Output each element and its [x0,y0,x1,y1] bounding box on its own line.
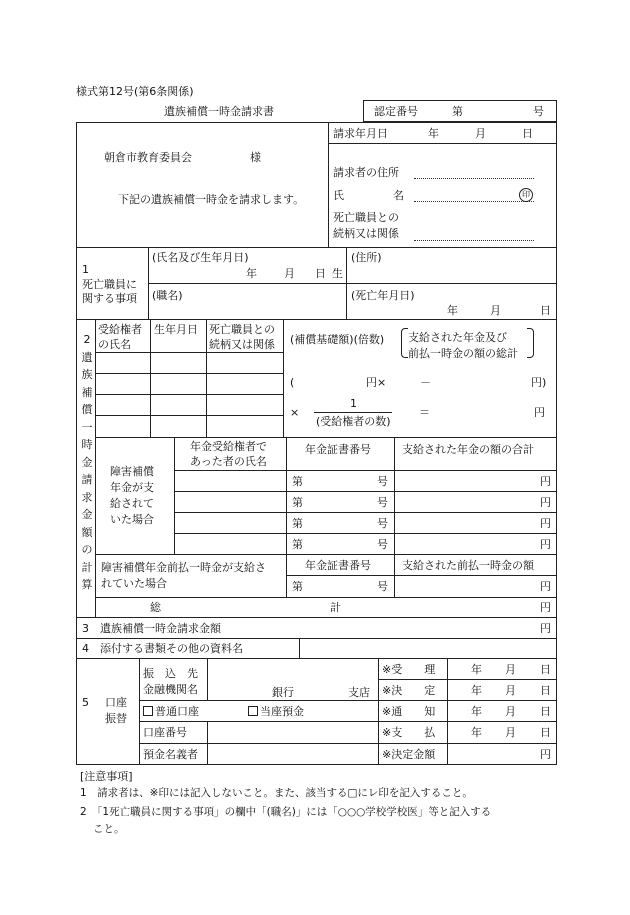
r-kettei: ※決 定 [382,684,436,697]
sec1-death-date: (死亡年月日) [351,289,415,302]
lump-cert-no-header: 年金証書番号 [305,559,371,572]
sec3-label: 3 遺族補償一時金請求金額 [82,622,221,635]
r-amount: ※決定金額 [382,748,436,761]
sec1-month: 月 [284,267,295,280]
request-text: 下記の遺族補償一時金を請求します。 [118,193,305,206]
sec1-job: (職名) [152,289,183,302]
equals: ＝ [419,406,430,419]
notes-heading: [注意事項] [80,770,133,783]
juri-day: 日 [540,663,551,676]
yen-times: 円× [366,376,387,389]
toza-label: 当座預金 [260,705,304,718]
req-year: 年 [428,127,439,140]
req-day: 日 [522,127,533,140]
tsuchi-month: 月 [505,705,516,718]
paren-open: ( [290,376,295,389]
row3-yen: 円 [540,517,551,530]
pension-receiver-1: 年金受給権者で [190,440,267,453]
bank-label-1: 振 込 先 [143,667,198,680]
tsuchi-year: 年 [471,705,482,718]
sec1-label-2: 関する事項 [82,292,137,305]
toza-checkbox-box[interactable] [248,706,258,716]
bank-label-2: 金融機関名 [143,683,198,696]
sec5-number: 5 [82,696,89,709]
total-kei: 計 [330,601,341,614]
lump-label-2: れていた場合 [101,577,167,590]
sec1-label-1: 死亡職員に [82,278,137,291]
row2-dai: 第 [292,496,303,509]
sec2-vertical-label: 2遺族補償一時金請求金額の計算 [81,333,93,591]
address-label: 請求者の住所 [333,166,399,179]
sec1-number: 1 [82,263,89,276]
col-relation-2: 続柄又は関係 [209,338,275,351]
name-label-2: 名 [393,189,404,202]
juri-year: 年 [471,663,482,676]
kettei-year: 年 [471,684,482,697]
kettei-month: 月 [505,684,516,697]
disab-label-2: 年金が支 [110,481,154,494]
addressee: 朝倉市教育委員会 [104,151,192,164]
r-tsuchi: ※通 知 [382,705,436,718]
req-month: 月 [475,127,486,140]
sec4-label: 4 添付する書類その他の資料名 [82,642,243,655]
cert-dai: 第 [452,105,463,118]
row1-go: 号 [377,475,388,488]
formula-total-2: 前払一時金の額の総計 [408,347,518,360]
lump-yen: 円 [540,580,551,593]
pension-total-header: 支給された年金の額の合計 [402,443,534,456]
r-shiharai: ※支 払 [382,726,436,739]
row3-go: 号 [377,517,388,530]
seal-icon: 印 [519,188,533,202]
bank-shiten: 支店 [348,686,370,699]
sec1-day: 日 [315,267,326,280]
cert-label: 認定番号 [374,105,418,118]
lump-dai: 第 [292,580,303,593]
form-number: 様式第12号(第6条関係) [76,85,194,98]
r-juri: ※受 理 [382,663,436,676]
sec1-sei: 生 [332,267,343,280]
note-1: 1 請求者は、※印には記入しないこと。また、該当する□にレ印を記入すること。 [80,787,473,799]
sec1-death-day: 日 [540,304,551,317]
bracket-right [527,328,534,358]
toza-checkbox[interactable] [248,706,304,717]
row4-dai: 第 [292,538,303,551]
kettei-day: 日 [540,684,551,697]
row3-dai: 第 [292,517,303,530]
col-relation-1: 死亡職員との [209,323,275,336]
lump-go: 号 [377,580,388,593]
addressee-sama: 様 [250,151,261,164]
row4-go: 号 [377,538,388,551]
request-date-label: 請求年月日 [333,127,388,140]
formula-yen: 円 [534,406,545,419]
num-receivers: (受給権者の数) [316,415,391,428]
row1-yen: 円 [540,475,551,488]
sec3-yen: 円 [540,622,551,635]
row1-dai: 第 [292,475,303,488]
amount-yen: 円 [540,748,551,761]
shiharai-day: 日 [540,726,551,739]
sec1-death-year: 年 [447,304,458,317]
bank-ginko: 銀行 [272,686,294,699]
lump-label-1: 障害補償年金前払一時金が支給さ [101,561,266,574]
col-receiver-1: 受給権者 [98,323,142,336]
sec1-death-month: 月 [490,304,501,317]
minus: － [420,376,431,389]
note-2b: こと。 [93,823,125,835]
yen-close: 円) [531,376,547,389]
cert-go: 号 [533,105,544,118]
sec5-label-1: 口座 [105,696,127,709]
pension-receiver-2: あった者の氏名 [190,455,267,468]
acct-no-label: 口座番号 [143,726,187,739]
disab-label-4: いた場合 [110,513,154,526]
cert-no-header: 年金証書番号 [305,443,371,456]
note-2a: 2 「1死亡職員に関する事項」の欄中「(職名)」には「○○○学校学校医」等と記入する [80,806,492,818]
col-receiver-2: の氏名 [98,338,131,351]
formula-base: (補償基礎額)(倍数) [290,333,385,346]
total-yen: 円 [540,601,551,614]
juri-month: 月 [505,663,516,676]
formula-total-1: 支給された年金及び [408,331,507,344]
holder-label: 預金名義者 [143,748,198,761]
total-sou: 総 [150,601,161,614]
bracket-left [401,328,408,358]
disab-label-3: 給されて [110,497,154,510]
lump-total-header: 支給された前払一時金の額 [402,559,534,572]
name-label-1: 氏 [333,189,344,202]
col-birth: 生年月日 [154,323,198,336]
disab-label-1: 障害補償 [110,465,154,478]
futsu-checkbox-box[interactable] [143,706,153,716]
futsu-checkbox[interactable] [143,706,199,717]
relation-label-1: 死亡職員との [333,211,399,224]
shiharai-month: 月 [505,726,516,739]
sec1-year: 年 [246,267,257,280]
sec1-address: (住所) [351,251,382,264]
shiharai-year: 年 [471,726,482,739]
sec5-label-2: 振替 [105,712,127,725]
form-title: 遺族補償一時金請求書 [164,105,274,118]
relation-label-2: 続柄又は関係 [333,227,399,240]
row2-yen: 円 [540,496,551,509]
address-field[interactable] [414,178,534,179]
relation-field[interactable] [414,240,534,241]
times: × [290,406,300,419]
one: 1 [350,397,357,410]
tsuchi-day: 日 [540,705,551,718]
sec1-name-birth: (氏名及び生年月日) [152,251,249,264]
name-field[interactable] [414,201,534,202]
row4-yen: 円 [540,538,551,551]
futsu-label: 普通口座 [155,705,199,718]
row2-go: 号 [377,496,388,509]
